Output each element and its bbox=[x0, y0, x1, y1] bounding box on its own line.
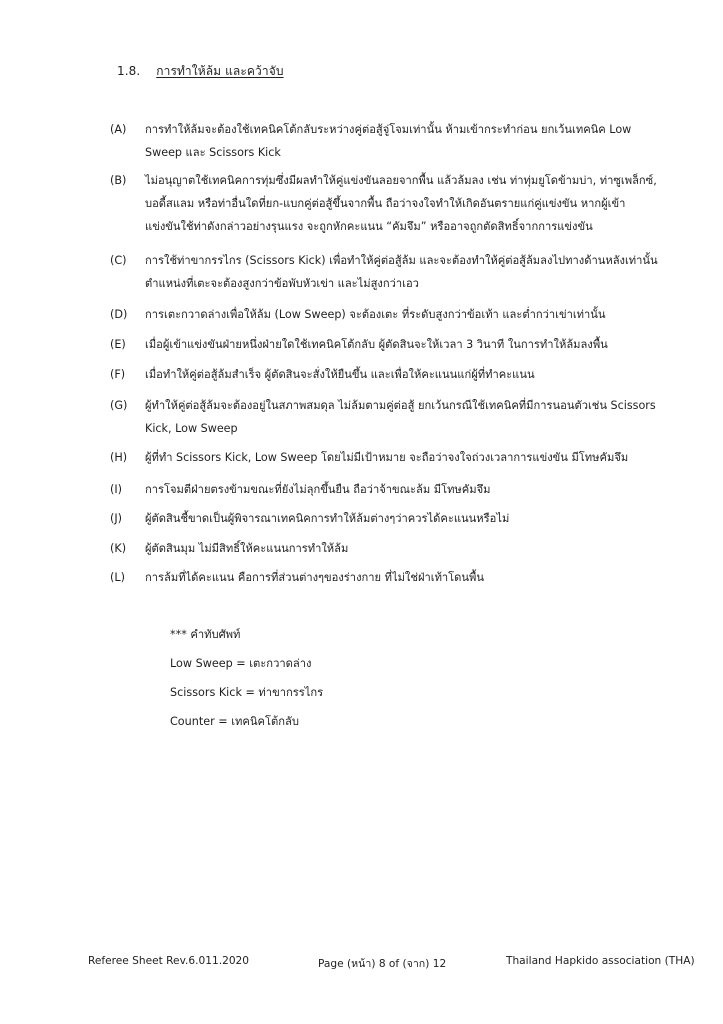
rule-text-line: การล้มที่ได้คะแนน คือการที่ส่วนต่างๆของร่างกาย ที่ไม่ใช่ฝ่าเท้าโดนพื้น bbox=[145, 571, 485, 584]
rule-letter: (C) bbox=[110, 254, 127, 267]
rule-letter: (B) bbox=[110, 174, 127, 187]
rule-letter: (E) bbox=[110, 338, 126, 351]
rule-text bbox=[145, 446, 695, 469]
rule-text bbox=[145, 118, 695, 164]
rule-text bbox=[145, 249, 695, 295]
rule-item bbox=[110, 394, 695, 440]
glossary bbox=[170, 624, 323, 740]
rule-text bbox=[145, 478, 695, 501]
rule-item bbox=[110, 303, 695, 326]
footer-document-revision: Referee Sheet Rev.6.011.2020 bbox=[88, 955, 250, 967]
rule-item bbox=[110, 507, 695, 530]
rule-text-line: ผู้ตัดสินมุม ไม่มีสิทธิ์ให้คะแนนการทำให้ล้ม bbox=[145, 542, 349, 555]
rule-item bbox=[110, 249, 695, 295]
footer-page-number: Page (หน้า) 8 of (จาก) 12 bbox=[318, 958, 447, 970]
rule-text-line: แข่งขันใช้ท่าดังกล่าวอย่างรุนแรง จะถูกหักคะแนน “คัมจึม” หรืออาจถูกตัดสิทธิ์จากการแข่งขัน bbox=[145, 220, 593, 233]
rule-text-line: ผู้ตัดสินชี้ขาดเป็นผู้พิจารณาเทคนิคการทำให้ล้มต่างๆว่าควรได้คะแนนหรือไม่ bbox=[145, 512, 510, 525]
rule-text-line: ไม่อนุญาตใช้เทคนิคการทุ่มซึ่งมีผลทำให้คู่แข่งขันลอยจากพื้น แล้วล้มลง เช่น ท่าทุ่มยูโดข้ามบ่า, ท่าซูเพล็กซ์, bbox=[145, 174, 657, 187]
rule-item bbox=[110, 169, 695, 238]
rule-text-line: การใช้ท่าขากรรไกร (Scissors Kick) เพื่อทำให้คู่ต่อสู้ล้ม และจะต้องทำให้คู่ต่อสู้ล้มลงไปทางด้านหลังเท่านั้น bbox=[145, 254, 658, 267]
rule-text-line: เมื่อทำให้คู่ต่อสู้ล้มสำเร็จ ผู้ตัดสินจะสั่งให้ยืนขึ้น และเพื่อให้คะแนนแก่ผู้ที่ทำคะแนน bbox=[145, 368, 535, 381]
rule-text-line: ตำแหน่งที่เตะจะต้องสูงกว่าข้อพับหัวเข่า และไม่สูงกว่าเอว bbox=[145, 277, 419, 290]
rule-item bbox=[110, 363, 695, 386]
rule-item bbox=[110, 566, 695, 589]
rule-text bbox=[145, 363, 695, 386]
rule-text bbox=[145, 394, 695, 440]
rule-text bbox=[145, 169, 695, 238]
glossary-entry-counter: Counter = เทคนิคโต้กลับ bbox=[170, 715, 300, 728]
rule-letter: (H) bbox=[110, 451, 128, 464]
footer-organization: Thailand Hapkido association (THA) bbox=[506, 955, 695, 967]
glossary-entry-scissors-kick: Scissors Kick = ท่าขากรรไกร bbox=[170, 686, 324, 699]
rule-text-line: เมื่อผู้เข้าแข่งขันฝ่ายหนึ่งฝ่ายใดใช้เทคนิคโต้กลับ ผู้ตัดสินจะให้เวลา 3 วินาที ในการทำให้ล้มลงพื้น bbox=[145, 338, 608, 351]
rule-text bbox=[145, 333, 695, 356]
rule-text bbox=[145, 566, 695, 589]
rule-text bbox=[145, 303, 695, 326]
rule-letter: (G) bbox=[110, 399, 128, 412]
rule-item bbox=[110, 478, 695, 501]
rule-item bbox=[110, 333, 695, 356]
rule-letter: (D) bbox=[110, 308, 128, 321]
rule-text-line: การเตะกวาดล่างเพื่อให้ล้ม (Low Sweep) จะต้องเตะ ที่ระดับสูงกว่าข้อเท้า และต่ำกว่าเข่าเท่านั้น bbox=[145, 308, 606, 321]
rule-letter: (I) bbox=[110, 483, 123, 496]
glossary-entry-low-sweep: Low Sweep = เตะกวาดล่าง bbox=[170, 657, 312, 670]
rule-text-line: การทำให้ล้มจะต้องใช้เทคนิคโต้กลับระหว่างคู่ต่อสู้จู่โจมเท่านั้น ห้ามเข้ากระทำก่อน ยกเว้นเทคนิค Low bbox=[145, 123, 632, 136]
rule-text-line: บอดี้สแลม หรือท่าอื่นใดที่ยก-แบกคู่ต่อสู้ขึ้นจากพื้น ถือว่าจงใจทำให้เกิดอันตรายแก่คู่แข่งขัน หากผู้เข้า bbox=[145, 197, 626, 210]
rule-text-line: ผู้ทำให้คู่ต่อสู้ล้มจะต้องอยู่ในสภาพสมดุล ไม่ล้มตามคู่ต่อสู้ ยกเว้นกรณีใช้เทคนิคที่มีการนอนตัวเช่น Scissors bbox=[145, 399, 656, 412]
rule-text bbox=[145, 537, 695, 560]
rule-text-line: ผู้ที่ทำ Scissors Kick, Low Sweep โดยไม่มีเป้าหมาย จะถือว่าจงใจถ่วงเวลาการแข่งขัน มีโทษคัมจึม bbox=[145, 451, 629, 464]
rule-item bbox=[110, 118, 695, 164]
section-heading bbox=[117, 62, 284, 81]
section-number: 1.8. bbox=[117, 64, 141, 78]
rule-letter: (F) bbox=[110, 368, 126, 381]
rule-text-line: Sweep และ Scissors Kick bbox=[145, 146, 281, 159]
rule-item bbox=[110, 537, 695, 560]
rule-text-line: Kick, Low Sweep bbox=[145, 422, 238, 435]
glossary-heading: *** คำทับศัพท์ bbox=[170, 628, 241, 641]
rule-letter: (L) bbox=[110, 571, 125, 584]
section-title: การทำให้ล้ม และคว้าจับ bbox=[156, 64, 284, 78]
rule-letter: (J) bbox=[110, 512, 123, 525]
rule-item bbox=[110, 446, 695, 469]
rule-text-line: การโจมตีฝ่ายตรงข้ามขณะที่ยังไม่ลุกขึ้นยืน ถือว่าจ้าขณะล้ม มีโทษคัมจึม bbox=[145, 483, 491, 496]
rule-letter: (K) bbox=[110, 542, 127, 555]
rule-letter: (A) bbox=[110, 123, 127, 136]
rule-text bbox=[145, 507, 695, 530]
